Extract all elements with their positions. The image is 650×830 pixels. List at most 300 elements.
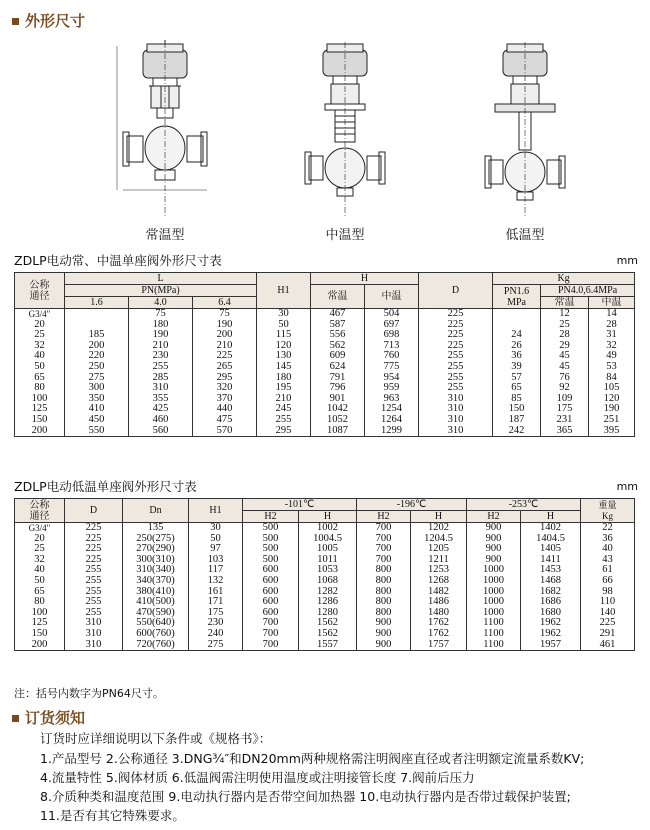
table-cell: 132: [189, 576, 243, 587]
table-cell: 255: [65, 587, 123, 598]
table-cell: 265: [193, 362, 257, 373]
table-cell: 230: [189, 618, 243, 629]
figure-caption-low: 低温型: [505, 228, 545, 243]
header-H2-253: H2: [467, 511, 521, 523]
table-cell: 125: [15, 404, 65, 415]
table-cell: 901: [311, 394, 365, 405]
header-temp-196: -196℃: [357, 499, 467, 511]
table-row: [15, 640, 635, 651]
table-cell: 380(410): [123, 587, 189, 598]
table-cell: 24: [493, 330, 541, 341]
table-cell: 700: [243, 629, 299, 640]
table-cell: 120: [589, 394, 635, 405]
table-cell: 32: [15, 341, 65, 352]
table-row: [15, 629, 635, 640]
table-cell: 230: [129, 351, 193, 362]
table-cell: 32: [15, 555, 65, 566]
table-cell: 105: [589, 383, 635, 394]
table-cell: 954: [365, 373, 419, 384]
header-H1: H1: [257, 273, 311, 309]
table-cell: 900: [357, 640, 411, 651]
table-cell: 900: [467, 534, 521, 545]
table-cell: 1264: [365, 415, 419, 426]
table-cell: 556: [311, 330, 365, 341]
header-H-196: H: [411, 511, 467, 523]
table-cell: 365: [541, 426, 589, 437]
table-cell: 1011: [299, 555, 357, 566]
table-row: [15, 544, 635, 555]
table-cell: 475: [193, 415, 257, 426]
table-cell: 800: [357, 597, 411, 608]
table-cell: 1686: [521, 597, 581, 608]
table-row: [15, 330, 635, 341]
table-cell: 1453: [521, 565, 581, 576]
table-cell: 310: [65, 618, 123, 629]
table-cell: 410(500): [123, 597, 189, 608]
table-cell: 959: [365, 383, 419, 394]
table-cell: 1053: [299, 565, 357, 576]
table-cell: 200: [15, 640, 65, 651]
table-cell: 66: [581, 576, 635, 587]
table-cell: 900: [467, 555, 521, 566]
table-cell: 1254: [365, 404, 419, 415]
header-H1-2: H1: [189, 499, 243, 523]
table-cell: 1100: [467, 640, 521, 651]
table-cell: 800: [357, 608, 411, 619]
table-cell: 600: [243, 587, 299, 598]
table-row: [15, 404, 635, 415]
table-cell: 130: [257, 351, 311, 362]
table-cell: 550: [65, 426, 129, 437]
table-row: [15, 383, 635, 394]
table-cell: 200: [15, 426, 65, 437]
table2-note: 注：括号内数字为PN64尺寸。: [14, 687, 164, 700]
table-cell: 97: [189, 544, 243, 555]
table-cell: 340(370): [123, 576, 189, 587]
header-pn-16: 1.6: [65, 297, 129, 309]
table-cell: 225: [65, 544, 123, 555]
table-cell: 1087: [311, 426, 365, 437]
table-cell: G3/4": [15, 309, 65, 320]
table-cell: 161: [189, 587, 243, 598]
table-cell: 250(275): [123, 534, 189, 545]
table-cell: 1000: [467, 587, 521, 598]
table-cell: 300: [65, 383, 129, 394]
section-title-ordering: 订货须知: [12, 707, 85, 728]
table-cell: 140: [581, 608, 635, 619]
table-cell: 1562: [299, 618, 357, 629]
table-cell: 395: [589, 426, 635, 437]
header-kg-pn16: PN1.6 MPa: [493, 285, 541, 309]
table-cell: 29: [541, 341, 589, 352]
table-cell: 39: [493, 362, 541, 373]
table-cell: 310: [419, 426, 493, 437]
table-cell: 145: [257, 362, 311, 373]
table-cell: 1486: [411, 597, 467, 608]
table-cell: 700: [243, 618, 299, 629]
table-cell: 49: [589, 351, 635, 362]
table-cell: 25: [15, 544, 65, 555]
header-D: D: [419, 273, 493, 309]
table-cell: 225: [419, 309, 493, 320]
table-cell: 295: [257, 426, 311, 437]
table-cell: G3/4": [15, 523, 65, 534]
table-cell: 1480: [411, 608, 467, 619]
table-cell: 225: [65, 523, 123, 534]
table-cell: 1068: [299, 576, 357, 587]
table-cell: 1962: [521, 618, 581, 629]
table-cell: 180: [129, 320, 193, 331]
table-cell: 255: [257, 415, 311, 426]
table-cell: 1482: [411, 587, 467, 598]
table-cell: 190: [589, 404, 635, 415]
table-cell: 460: [129, 415, 193, 426]
table-row: [15, 309, 635, 320]
table-cell: 1052: [311, 415, 365, 426]
table-cell: 760: [365, 351, 419, 362]
table-cell: 175: [541, 404, 589, 415]
table2: [14, 498, 635, 651]
table-cell: 36: [581, 534, 635, 545]
header-kg-normal: 常温: [541, 297, 589, 309]
table-cell: 32: [589, 341, 635, 352]
table-cell: 425: [129, 404, 193, 415]
table-cell: 562: [311, 341, 365, 352]
table-cell: 255: [419, 383, 493, 394]
table-cell: 1280: [299, 608, 357, 619]
table-cell: 110: [581, 597, 635, 608]
table-cell: 255: [65, 565, 123, 576]
table-cell: 65: [15, 587, 65, 598]
table-cell: 720(760): [123, 640, 189, 651]
table-cell: 291: [581, 629, 635, 640]
table-cell: 103: [189, 555, 243, 566]
table-cell: 125: [15, 618, 65, 629]
table-cell: 30: [189, 523, 243, 534]
table-cell: 600: [243, 565, 299, 576]
header-nominal-diameter: 公称 通径: [15, 273, 65, 309]
table-cell: 1211: [411, 555, 467, 566]
table-cell: 255: [419, 373, 493, 384]
table-cell: 504: [365, 309, 419, 320]
table-cell: 1957: [521, 640, 581, 651]
table-cell: 500: [243, 534, 299, 545]
table-cell: 1253: [411, 565, 467, 576]
table-row: [15, 597, 635, 608]
table-cell: 775: [365, 362, 419, 373]
table-cell: 195: [257, 383, 311, 394]
table-cell: 300(310): [123, 555, 189, 566]
table-row: [15, 394, 635, 405]
table-cell: 150: [15, 415, 65, 426]
table-cell: 255: [65, 597, 123, 608]
table-cell: 85: [493, 394, 541, 405]
table-cell: 255: [419, 362, 493, 373]
table-cell: 100: [15, 608, 65, 619]
table-cell: 470(590): [123, 608, 189, 619]
square-bullet-icon: [12, 715, 19, 722]
table-cell: 285: [129, 373, 193, 384]
table-cell: 370: [193, 394, 257, 405]
header-pn: PN(MPa): [65, 285, 257, 297]
table-cell: 1204.5: [411, 534, 467, 545]
table-cell: 700: [357, 523, 411, 534]
table-cell: 270(290): [123, 544, 189, 555]
table-row: [15, 565, 635, 576]
table-cell: 467: [311, 309, 365, 320]
table-cell: 65: [493, 383, 541, 394]
table-cell: 50: [15, 362, 65, 373]
table-cell: 310: [65, 640, 123, 651]
table-cell: 310: [419, 404, 493, 415]
table-cell: 150: [15, 629, 65, 640]
table-cell: 963: [365, 394, 419, 405]
table-cell: 76: [541, 373, 589, 384]
table-cell: 275: [189, 640, 243, 651]
table-cell: 791: [311, 373, 365, 384]
table-cell: 255: [65, 576, 123, 587]
table-row: [15, 373, 635, 384]
header-H2-101: H2: [243, 511, 299, 523]
table-cell: 600: [243, 576, 299, 587]
table-cell: 698: [365, 330, 419, 341]
table-cell: 1100: [467, 618, 521, 629]
table-cell: 115: [257, 330, 311, 341]
table-cell: 25: [541, 320, 589, 331]
table-cell: 175: [189, 608, 243, 619]
table-cell: 190: [193, 320, 257, 331]
table-cell: 200: [65, 341, 129, 352]
table-cell: 1680: [521, 608, 581, 619]
table-cell: 255: [419, 351, 493, 362]
table-cell: 245: [257, 404, 311, 415]
table-cell: 84: [589, 373, 635, 384]
table-cell: 100: [15, 394, 65, 405]
table-cell: 275: [65, 373, 129, 384]
table-cell: 900: [357, 618, 411, 629]
table-cell: 225: [419, 320, 493, 331]
valve-drawing-normal: [105, 40, 225, 220]
table-cell: 700: [357, 555, 411, 566]
header-pn-64: 6.4: [193, 297, 257, 309]
table-cell: 796: [311, 383, 365, 394]
table-cell: 255: [65, 608, 123, 619]
header-Dn: Dn: [123, 499, 189, 523]
table-cell: 50: [257, 320, 311, 331]
table-cell: 310(340): [123, 565, 189, 576]
table-cell: 1468: [521, 576, 581, 587]
table-cell: 210: [129, 341, 193, 352]
table-cell: 560: [129, 426, 193, 437]
table-cell: 31: [589, 330, 635, 341]
table-cell: 500: [243, 523, 299, 534]
table-cell: 310: [419, 394, 493, 405]
table-cell: [493, 309, 541, 320]
table-cell: 190: [129, 330, 193, 341]
ordering-line-2: 4.流量特性 5.阀体材质 6.低温阀需注明使用温度或注明接管长度 7.阀前后压力: [40, 770, 475, 785]
table-cell: 410: [65, 404, 129, 415]
table-cell: 80: [15, 597, 65, 608]
table1: [14, 272, 635, 437]
table-cell: 28: [589, 320, 635, 331]
header-kg: Kg: [493, 273, 635, 285]
table-cell: 600: [243, 608, 299, 619]
table-cell: 45: [541, 351, 589, 362]
table-cell: 624: [311, 362, 365, 373]
table-cell: 30: [257, 309, 311, 320]
table-cell: 250: [65, 362, 129, 373]
table-cell: 57: [493, 373, 541, 384]
table-cell: 225: [65, 534, 123, 545]
table-cell: 1000: [467, 597, 521, 608]
table-cell: 700: [357, 534, 411, 545]
table-cell: 440: [193, 404, 257, 415]
table-cell: 80: [15, 383, 65, 394]
table-cell: 185: [65, 330, 129, 341]
table-cell: 900: [467, 523, 521, 534]
table-cell: 20: [15, 320, 65, 331]
ordering-line-1: 1.产品型号 2.公称通径 3.DNG¾″和DN20mm两种规格需注明阀座直径或者注明额定流量系数KV;: [40, 751, 585, 766]
table-cell: 53: [589, 362, 635, 373]
table-row: [15, 523, 635, 534]
header-H: H: [311, 273, 419, 285]
table-cell: 1562: [299, 629, 357, 640]
table-cell: 171: [189, 597, 243, 608]
table-cell: 120: [257, 341, 311, 352]
table-cell: 12: [541, 309, 589, 320]
table-cell: 50: [189, 534, 243, 545]
table2-title: ZDLP电动低温单座阀外形尺寸表: [14, 479, 197, 494]
table-cell: 320: [193, 383, 257, 394]
table-cell: 1757: [411, 640, 467, 651]
table-cell: 200: [193, 330, 257, 341]
header-nominal-diameter-2: 公称 通径: [15, 499, 65, 523]
figure-caption-normal: 常温型: [145, 228, 185, 243]
table-cell: 1762: [411, 629, 467, 640]
table-cell: 40: [15, 565, 65, 576]
table-cell: 240: [189, 629, 243, 640]
table-cell: 1042: [311, 404, 365, 415]
table-cell: 50: [15, 576, 65, 587]
table-cell: 36: [493, 351, 541, 362]
table-cell: 1762: [411, 618, 467, 629]
table-row: [15, 351, 635, 362]
table-cell: 900: [467, 544, 521, 555]
table-cell: 92: [541, 383, 589, 394]
table-cell: 1286: [299, 597, 357, 608]
table-cell: 310: [419, 415, 493, 426]
table-cell: 310: [65, 629, 123, 640]
table-row: [15, 555, 635, 566]
table-cell: 1282: [299, 587, 357, 598]
table-row: [15, 608, 635, 619]
table-cell: 1205: [411, 544, 467, 555]
table-cell: 697: [365, 320, 419, 331]
table-cell: 1202: [411, 523, 467, 534]
table-cell: 1000: [467, 608, 521, 619]
table-cell: 900: [357, 629, 411, 640]
table-cell: 14: [589, 309, 635, 320]
table-cell: 1100: [467, 629, 521, 640]
table-cell: 700: [357, 544, 411, 555]
valve-drawing-low: [465, 40, 585, 220]
table-cell: 600: [243, 597, 299, 608]
table-row: [15, 576, 635, 587]
table-cell: 25: [15, 330, 65, 341]
table-cell: 800: [357, 576, 411, 587]
table-cell: 713: [365, 341, 419, 352]
table-cell: 45: [541, 362, 589, 373]
table-cell: 500: [243, 544, 299, 555]
table-cell: 800: [357, 587, 411, 598]
table-cell: 355: [129, 394, 193, 405]
table-cell: 225: [419, 330, 493, 341]
table-row: [15, 587, 635, 598]
square-bullet-icon: [12, 18, 19, 25]
table-cell: 61: [581, 565, 635, 576]
table-cell: 28: [541, 330, 589, 341]
figure-caption-medium: 中温型: [325, 228, 365, 243]
table-cell: 295: [193, 373, 257, 384]
header-L: L: [65, 273, 257, 285]
ordering-intro: 订货时应详细说明以下条件或《规格书》：: [40, 731, 272, 746]
header-temp-101: -101℃: [243, 499, 357, 511]
table-cell: 1000: [467, 576, 521, 587]
table-cell: 1962: [521, 629, 581, 640]
header-normal-temp: 常温: [311, 285, 365, 309]
table2-unit: mm: [616, 480, 638, 493]
table-cell: 109: [541, 394, 589, 405]
table-cell: 600(760): [123, 629, 189, 640]
table1-title: ZDLP电动常、中温单座阀外形尺寸表: [14, 253, 222, 268]
table-row: [15, 534, 635, 545]
header-H-253: H: [521, 511, 581, 523]
table-cell: 26: [493, 341, 541, 352]
table-cell: 135: [123, 523, 189, 534]
table-cell: 75: [129, 309, 193, 320]
table-row: [15, 362, 635, 373]
table-cell: 1404.5: [521, 534, 581, 545]
table-cell: 180: [257, 373, 311, 384]
section-title-dimensions: 外形尺寸: [12, 10, 85, 31]
table-cell: 1299: [365, 426, 419, 437]
header-kg-mid: 中温: [589, 297, 635, 309]
table-cell: 570: [193, 426, 257, 437]
table1-unit: mm: [616, 254, 638, 267]
table-cell: 587: [311, 320, 365, 331]
table-cell: 1682: [521, 587, 581, 598]
table-cell: 187: [493, 415, 541, 426]
table-cell: [65, 309, 129, 320]
table-cell: 150: [493, 404, 541, 415]
table-cell: 350: [65, 394, 129, 405]
header-weight: 重量 Kg: [581, 499, 635, 523]
table-cell: 117: [189, 565, 243, 576]
table-cell: 450: [65, 415, 129, 426]
header-H-101: H: [299, 511, 357, 523]
table-cell: 98: [581, 587, 635, 598]
table-cell: 800: [357, 565, 411, 576]
table-cell: 500: [243, 555, 299, 566]
table-cell: 43: [581, 555, 635, 566]
table-row: [15, 415, 635, 426]
table-cell: 1000: [467, 565, 521, 576]
table-cell: 225: [193, 351, 257, 362]
table-cell: 20: [15, 534, 65, 545]
table-row: [15, 426, 635, 437]
table-cell: 225: [65, 555, 123, 566]
table-cell: 210: [257, 394, 311, 405]
